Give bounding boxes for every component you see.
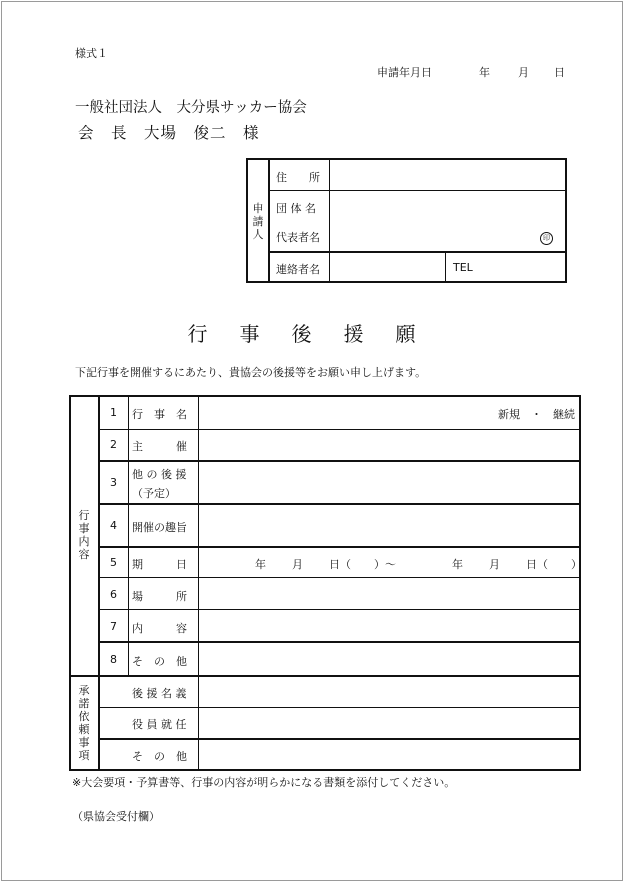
divider	[100, 641, 579, 643]
row-label: 場 所	[132, 590, 187, 603]
row-label: そ の 他	[132, 655, 187, 668]
divider	[100, 546, 579, 548]
request-section-label: 承 諾 依 頼 事 項	[78, 684, 90, 762]
divider	[100, 609, 579, 610]
footnote: ※大会要項・予算書等、行事の内容が明らかになる書類を添付してください。	[72, 776, 456, 789]
row-number: 4	[110, 519, 117, 532]
divider	[100, 429, 579, 430]
row-number: 1	[110, 406, 117, 419]
application-date-year: 年	[479, 66, 490, 79]
row-number: 6	[110, 588, 117, 601]
applicant-side-label: 申 請 人	[252, 202, 264, 241]
contact-label: 連絡者名	[276, 263, 320, 276]
divider	[100, 460, 579, 462]
divider	[100, 503, 579, 505]
address-label: 住 所	[276, 171, 320, 184]
divider	[128, 397, 129, 675]
row-label: 他 の 後 援	[132, 468, 187, 481]
row-sub-label: （予定）	[132, 487, 176, 500]
divider	[71, 675, 579, 677]
row-number: 2	[110, 438, 117, 451]
divider	[269, 190, 565, 191]
divider	[100, 707, 579, 708]
addressee-title: 会 長 大場 俊二 様	[78, 124, 260, 142]
divider	[445, 252, 446, 281]
addressee-org: 一般社団法人 大分県サッカー協会	[75, 100, 307, 116]
document-title: 行 事 後 援 願	[187, 322, 417, 346]
request-row-label: 役 員 就 任	[132, 718, 187, 731]
row-label: 期 日	[132, 558, 187, 571]
representative-label: 代表者名	[276, 231, 320, 244]
new-or-continuing: 新規 ・ 継続	[498, 408, 575, 421]
row-label: 主 催	[132, 440, 187, 453]
application-date-month: 月	[518, 66, 529, 79]
row-label: 内 容	[132, 622, 187, 635]
applicant-box	[246, 158, 567, 283]
divider	[198, 397, 199, 769]
row-number: 8	[110, 653, 117, 666]
event-table: 行 事 内 容 承 諾 依 頼 事 項 1 行 事 名 新規 ・ 継続 2 主 催 3 他 の 後 援 （予定） 4 開催の趣旨 5 期 日 年 月 日（ ）～ 年 月 日（ ） 6 場 所 7 内 容 8 そ の 他 後 援 名 義 役 員 就 任 そ の 他	[69, 395, 581, 771]
application-date-label: 申請年月日	[377, 66, 432, 79]
divider	[100, 738, 579, 740]
request-row-label: そ の 他	[132, 750, 187, 763]
row-label: 行 事 名	[132, 408, 187, 421]
event-section-label: 行 事 内 容	[78, 509, 90, 561]
request-row-label: 後 援 名 義	[132, 687, 187, 700]
divider	[268, 160, 270, 281]
divider	[98, 397, 100, 769]
seal-icon: 印	[540, 230, 553, 245]
reception-label: （県協会受付欄）	[72, 810, 160, 823]
divider	[100, 577, 579, 578]
form-number: 様式１	[75, 47, 108, 60]
row-number: 5	[110, 556, 117, 569]
tel-label: TEL	[453, 261, 473, 274]
row-number: 3	[110, 476, 117, 489]
group-name-label: 団 体 名	[276, 202, 316, 215]
application-date-day: 日	[554, 66, 565, 79]
divider	[329, 160, 330, 281]
intro-text: 下記行事を開催するにあたり、貴協会の後援等をお願い申し上げます。	[75, 366, 427, 379]
row-number: 7	[110, 620, 117, 633]
row-label: 開催の趣旨	[132, 521, 187, 534]
divider	[269, 251, 565, 253]
